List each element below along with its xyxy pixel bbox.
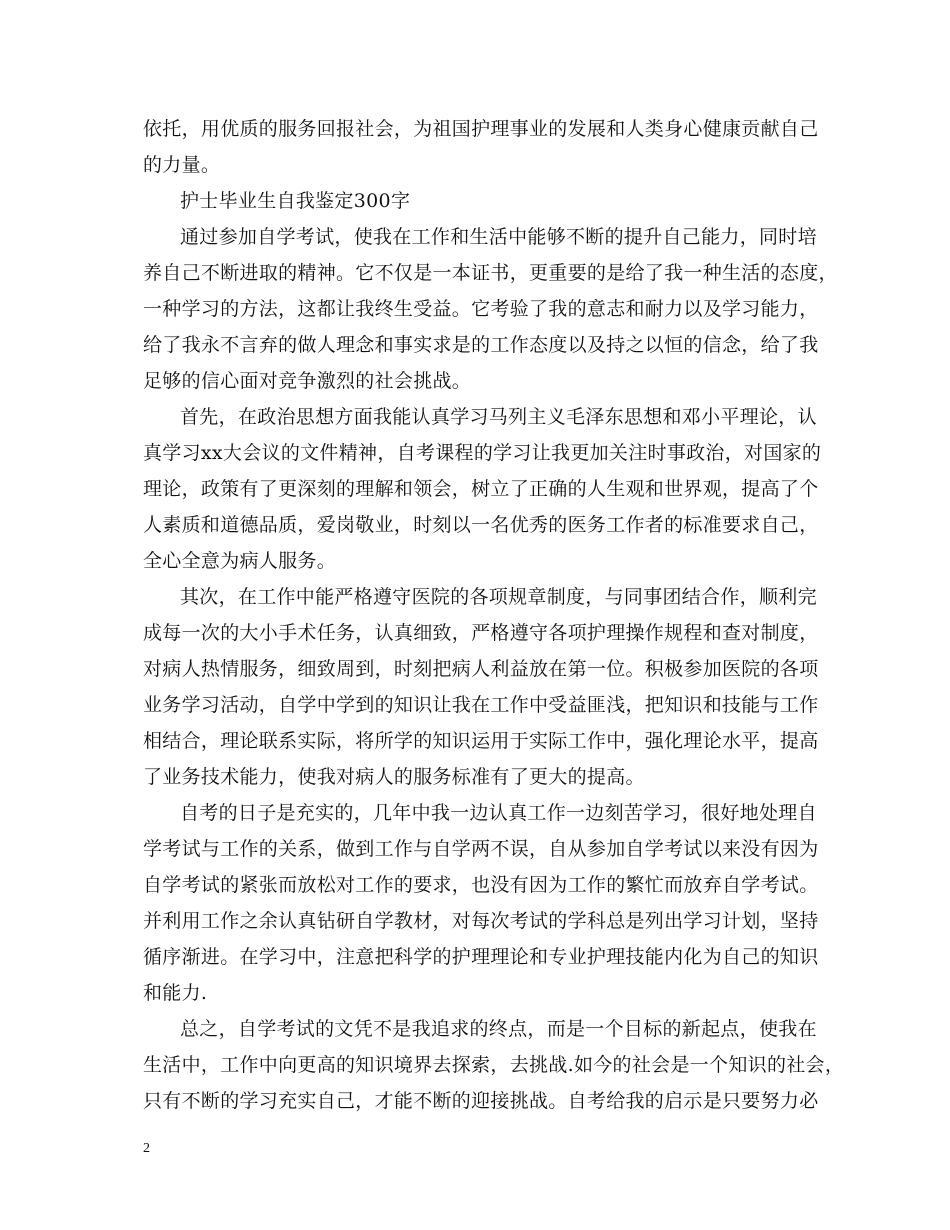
paragraph-start: 总之，自学考试的文凭不是我追求的终点，而是一个目标的新起点，使我在 (180, 1018, 817, 1040)
text-line: 人素质和道德品质，爱岗敬业，时刻以一名优秀的医务工作者的标准要求自己， (143, 514, 819, 536)
text-line: 真学习xx大会议的文件精神，自考课程的学习让我更加关注时事政治，对国家的 (143, 442, 822, 464)
text-line: 养自己不断进取的精神。它不仅是一本证书，更重要的是给了我一种生活的态度， (143, 262, 838, 284)
text-line: 给了我永不言弃的做人理念和事实求是的工作态度以及持之以恒的信念，给了我 (143, 334, 819, 356)
text-line: 依托，用优质的服务回报社会，为祖国护理事业的发展和人类身心健康贡献自己 (143, 118, 819, 140)
text-line: 业务学习活动，自学中学到的知识让我在工作中受益匪浅，把知识和技能与工作 (143, 694, 819, 716)
text-line: 理论，政策有了更深刻的理解和领会，树立了正确的人生观和世界观，提高了个 (143, 478, 819, 500)
text-line: 循序渐进。在学习中，注意把科学的护理理论和专业护理技能内化为自己的知识 (143, 946, 819, 968)
text-line: 并利用工作之余认真钻研自学教材，对每次考试的学科总是列出学习计划，坚持 (143, 910, 819, 932)
page-number: 2 (143, 1141, 150, 1156)
text-line: 和能力. (143, 982, 208, 1004)
text-line: 成每一次的大小手术任务，认真细致，严格遵守各项护理操作规程和查对制度， (143, 622, 819, 644)
text-line: 相结合，理论联系实际，将所学的知识运用于实际工作中，强化理论水平，提高 (143, 730, 819, 752)
text-line: 学考试与工作的关系，做到工作与自学两不误，自从参加自学考试以来没有因为 (143, 838, 819, 860)
section-heading: 护士毕业生自我鉴定300字 (180, 190, 411, 212)
text-line: 足够的信心面对竞争激烈的社会挑战。 (143, 370, 472, 392)
paragraph-start: 首先，在政治思想方面我能认真学习马列主义毛泽东思想和邓小平理论，认 (180, 406, 817, 428)
text-line: 自学考试的紧张而放松对工作的要求，也没有因为工作的繁忙而放弃自学考试。 (143, 874, 819, 896)
text-line: 对病人热情服务，细致周到，时刻把病人利益放在第一位。积极参加医院的各项 (143, 658, 819, 680)
text-line: 全心全意为病人服务。 (143, 550, 337, 572)
text-line: 一种学习的方法，这都让我终生受益。它考验了我的意志和耐力以及学习能力， (143, 298, 819, 320)
text-line: 只有不断的学习充实自己，才能不断的迎接挑战。自考给我的启示是只要努力必 (143, 1090, 819, 1112)
text-line: 生活中，工作中向更高的知识境界去探索，去挑战.如今的社会是一个知识的社会， (143, 1054, 845, 1076)
text-line: 的力量。 (143, 154, 221, 176)
paragraph-start: 通过参加自学考试，使我在工作和生活中能够不断的提升自己能力，同时培 (180, 226, 817, 248)
text-line: 了业务技术能力，使我对病人的服务标准有了更大的提高。 (143, 766, 645, 788)
paragraph-start: 其次，在工作中能严格遵守医院的各项规章制度，与同事团结合作，顺利完 (180, 586, 817, 608)
paragraph-start: 自考的日子是充实的，几年中我一边认真工作一边刻苦学习，很好地处理自 (180, 802, 817, 824)
